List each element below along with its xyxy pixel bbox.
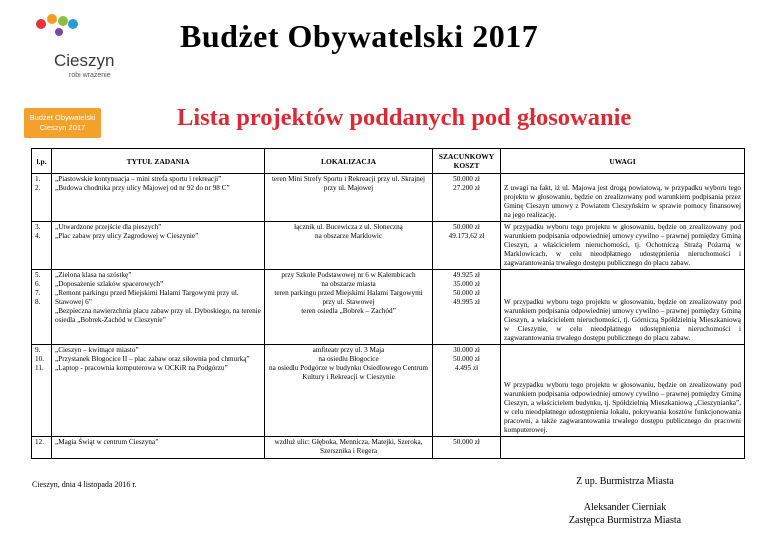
col-name-header: TYTUŁ ZADANIA bbox=[52, 149, 265, 174]
cell-remarks: W przypadku wyboru tego projektu w głosowaniu, będzie on zrealizowany pod warunkiem podpisania odpowiedniej umowy cywilno – prawnej pomiędzy Gminą Cieszyn, a właścicielem nieruchomości, tj. Ochotniczą Strażą Pożarną w Marklowicach, w celu nieodpłatnego udostępnienia nieruchomości i zagwarantowania trwałego dostępu publicznego do placu zabaw. bbox=[501, 222, 745, 270]
cell-cost bbox=[433, 174, 501, 222]
logo-tagline: robi wrażenie bbox=[69, 72, 111, 79]
loc-item: teren osiedla „Bobrek – Zachód” bbox=[301, 307, 396, 315]
cell-lp bbox=[32, 270, 52, 345]
page-subtitle: Lista projektów poddanych pod głosowanie bbox=[177, 104, 632, 131]
lp-item: 8. bbox=[35, 298, 41, 306]
name-item: „Bezpieczna nawierzchnia placu zabaw przy ul. Dyboskiego, na terenie osiedla „Bobrek-Zachód w Cieszynie” bbox=[55, 307, 261, 324]
cell-remarks bbox=[501, 437, 745, 459]
loc-item: na obszarze Marklowic bbox=[314, 232, 383, 240]
cell-cost bbox=[433, 437, 501, 459]
cost-item: 50.000 zł bbox=[453, 438, 480, 446]
name-item: „Utwardzone przejście dla pieszych” bbox=[55, 223, 162, 231]
cell-cost bbox=[433, 222, 501, 270]
projects-table bbox=[31, 148, 745, 459]
cell-remarks: W przypadku wyboru tego projektu w głosowaniu, będzie on zrealizowany pod warunkiem podpisania odpowiedniej umowy cywilno – prawnej pomiędzy Gminą Cieszyn, a właścicielem nieruchomości, tj. Górniczą Spółdzielnią Mieszkaniową w Cieszynie, w celu nieodpłatnego udostępnienia nieruchomości i zagwarantowania trwałego dostępu publicznego do placu zabaw. bbox=[501, 270, 745, 345]
lp-item: 1. bbox=[35, 175, 41, 183]
cell-lp bbox=[32, 222, 52, 270]
lp-item: 11. bbox=[35, 364, 44, 372]
col-cost-header: SZACUNKOWY KOSZT bbox=[433, 149, 501, 174]
badge-line2: Cieszyn 2017 bbox=[39, 123, 86, 132]
name-item: „Przystanek Błogocice II – plac zabaw oraz siłownia pod chmurką” bbox=[55, 355, 250, 363]
loc-item: przy ul. Majowej bbox=[323, 184, 374, 192]
signature-line2: Aleksander Cierniak bbox=[583, 502, 667, 513]
loc-item: amfiteatr przy ul. 3 Maja bbox=[312, 346, 385, 354]
cell-loc bbox=[265, 222, 433, 270]
cell-remarks: Z uwagi na fakt, iż ul. Majowa jest drogą powiatową, w przypadku wyboru tego projektu w głosowaniu, będzie on zrealizowany pod warunkiem podpisania przez Gminę Cieszyn umowy z Powiatem Cieszyńskim w sprawie pomocy finansowej na jego realizację. bbox=[501, 174, 745, 222]
cell-lp bbox=[32, 174, 52, 222]
cell-loc bbox=[265, 270, 433, 345]
cost-item: 35.000 zł bbox=[453, 280, 480, 288]
loc-item: na osiedlu Błogocice bbox=[318, 355, 379, 363]
table-row bbox=[32, 174, 745, 222]
col-lp-header: l.p. bbox=[32, 149, 52, 174]
cell-name bbox=[52, 345, 265, 437]
cell-name bbox=[52, 270, 265, 345]
cell-remarks: W przypadku wyboru tego projektu w głosowaniu, będzie on zrealizowany pod warunkiem podpisania odpowiedniej umowy cywilno – prawnej pomiędzy Gminą Cieszyn, a właścicielem budynku, tj. Spółdzielnią Mieszkaniową „Cieszynianka”, w celu nieodpłatnego udostępnienia lokalu, pokrywania kosztów funkcjonowania pracowni, a także zagwarantowania trwałego dostępu publicznego do pracowni komputerowej. bbox=[501, 345, 745, 437]
cell-loc bbox=[265, 174, 433, 222]
cost-item: 27.200 zł bbox=[453, 184, 480, 192]
name-item: „Doposażenie szlaków spacerowych” bbox=[55, 280, 164, 288]
loc-item: wzdłuż ulic: Głęboka, Mennicza, Matejki, Szeroka, Szersznika i Regera bbox=[274, 438, 423, 455]
cost-item: 50.000 zł bbox=[453, 223, 480, 231]
cell-name bbox=[52, 222, 265, 270]
cost-item: 49.173,62 zł bbox=[448, 232, 485, 240]
cost-item: 4.495 zł bbox=[454, 364, 479, 372]
signature-line3: Zastępca Burmistrza Miasta bbox=[568, 515, 682, 526]
loc-item: przy Szkole Podstawowej nr 6 w Kalembicach bbox=[281, 271, 416, 279]
lp-item: 6. bbox=[35, 280, 41, 288]
cost-item: 50.000 zł bbox=[453, 355, 480, 363]
loc-item: teren parkingu przed Miejskimi Halami Targowymi przy ul. Stawowej bbox=[274, 289, 423, 306]
lp-item: 12. bbox=[35, 438, 44, 446]
loc-item: na obszarze miasta bbox=[321, 280, 376, 288]
cost-item: 30.000 zł bbox=[453, 346, 480, 354]
badge-line1: Budżet Obywatelski bbox=[29, 113, 96, 122]
name-item: „Zielona klasa na szóstkę” bbox=[55, 271, 132, 279]
name-item: „Plac zabaw przy ulicy Zagrodowej w Cieszynie” bbox=[55, 232, 199, 240]
cost-item: 49.925 zł bbox=[453, 271, 480, 279]
cost-item: 49.995 zł bbox=[453, 298, 480, 306]
cell-name bbox=[52, 174, 265, 222]
cell-name bbox=[52, 437, 265, 459]
col-location-header: LOKALIZACJA bbox=[265, 149, 433, 174]
name-item: „Piastowskie kontynuacja – mini strefa sportu i rekreacji” bbox=[55, 175, 222, 183]
lp-item: 7. bbox=[35, 289, 41, 297]
cell-loc bbox=[265, 437, 433, 459]
cell-lp bbox=[32, 437, 52, 459]
lp-item: 10. bbox=[35, 355, 44, 363]
loc-item: łącznik ul. Bucewicza z ul. Słoneczną bbox=[294, 223, 403, 231]
page-title: Budżet Obywatelski 2017 bbox=[180, 18, 539, 54]
cell-loc bbox=[265, 345, 433, 437]
name-item: „Remont parkingu przed Miejskimi Halami Targowymi przy ul. Stawowej 6” bbox=[55, 289, 239, 306]
logo-mark-icon bbox=[19, 10, 139, 50]
name-item: „Budowa chodnika przy ulicy Majowej od nr 92 do nr 98 C” bbox=[55, 184, 230, 192]
loc-item: na osiedlu Podgórze w budynku Osiedlowego Centrum Kultury i Rekreacji w Cieszynie bbox=[269, 364, 428, 381]
lp-item: 9. bbox=[35, 346, 41, 354]
lp-item: 5. bbox=[35, 271, 41, 279]
lp-item: 2. bbox=[35, 184, 41, 192]
col-remarks-header: UWAGI bbox=[501, 149, 745, 174]
table-row bbox=[32, 270, 745, 345]
loc-item: teren Mini Strefy Sportu i Rekreacji przy ul. Skrajnej bbox=[271, 175, 426, 183]
cell-lp bbox=[32, 345, 52, 437]
lp-item: 4. bbox=[35, 232, 41, 240]
logo-wordmark: Cieszyn bbox=[54, 51, 115, 70]
signature-line1: Z up. Burmistrza Miasta bbox=[576, 476, 674, 487]
budget-badge bbox=[24, 108, 101, 138]
table-row bbox=[32, 437, 745, 459]
table-header-row bbox=[32, 149, 745, 174]
name-item: „Magia Świąt w centrum Cieszyna” bbox=[55, 438, 159, 446]
place-date: Cieszyn, dnia 4 listopada 2016 r. bbox=[32, 480, 137, 489]
cell-cost bbox=[433, 270, 501, 345]
cost-item: 50.000 zł bbox=[453, 289, 480, 297]
lp-item: 3. bbox=[35, 223, 41, 231]
name-item: „Laptop - pracownia komputerowa w OCKiR na Podgórzu” bbox=[55, 364, 228, 372]
table-row bbox=[32, 222, 745, 270]
signature-block bbox=[540, 475, 710, 527]
table-row bbox=[32, 345, 745, 437]
cost-item: 50.000 zł bbox=[453, 175, 480, 183]
cell-cost bbox=[433, 345, 501, 437]
name-item: „Cieszyn – kwitnące miasto” bbox=[55, 346, 139, 354]
